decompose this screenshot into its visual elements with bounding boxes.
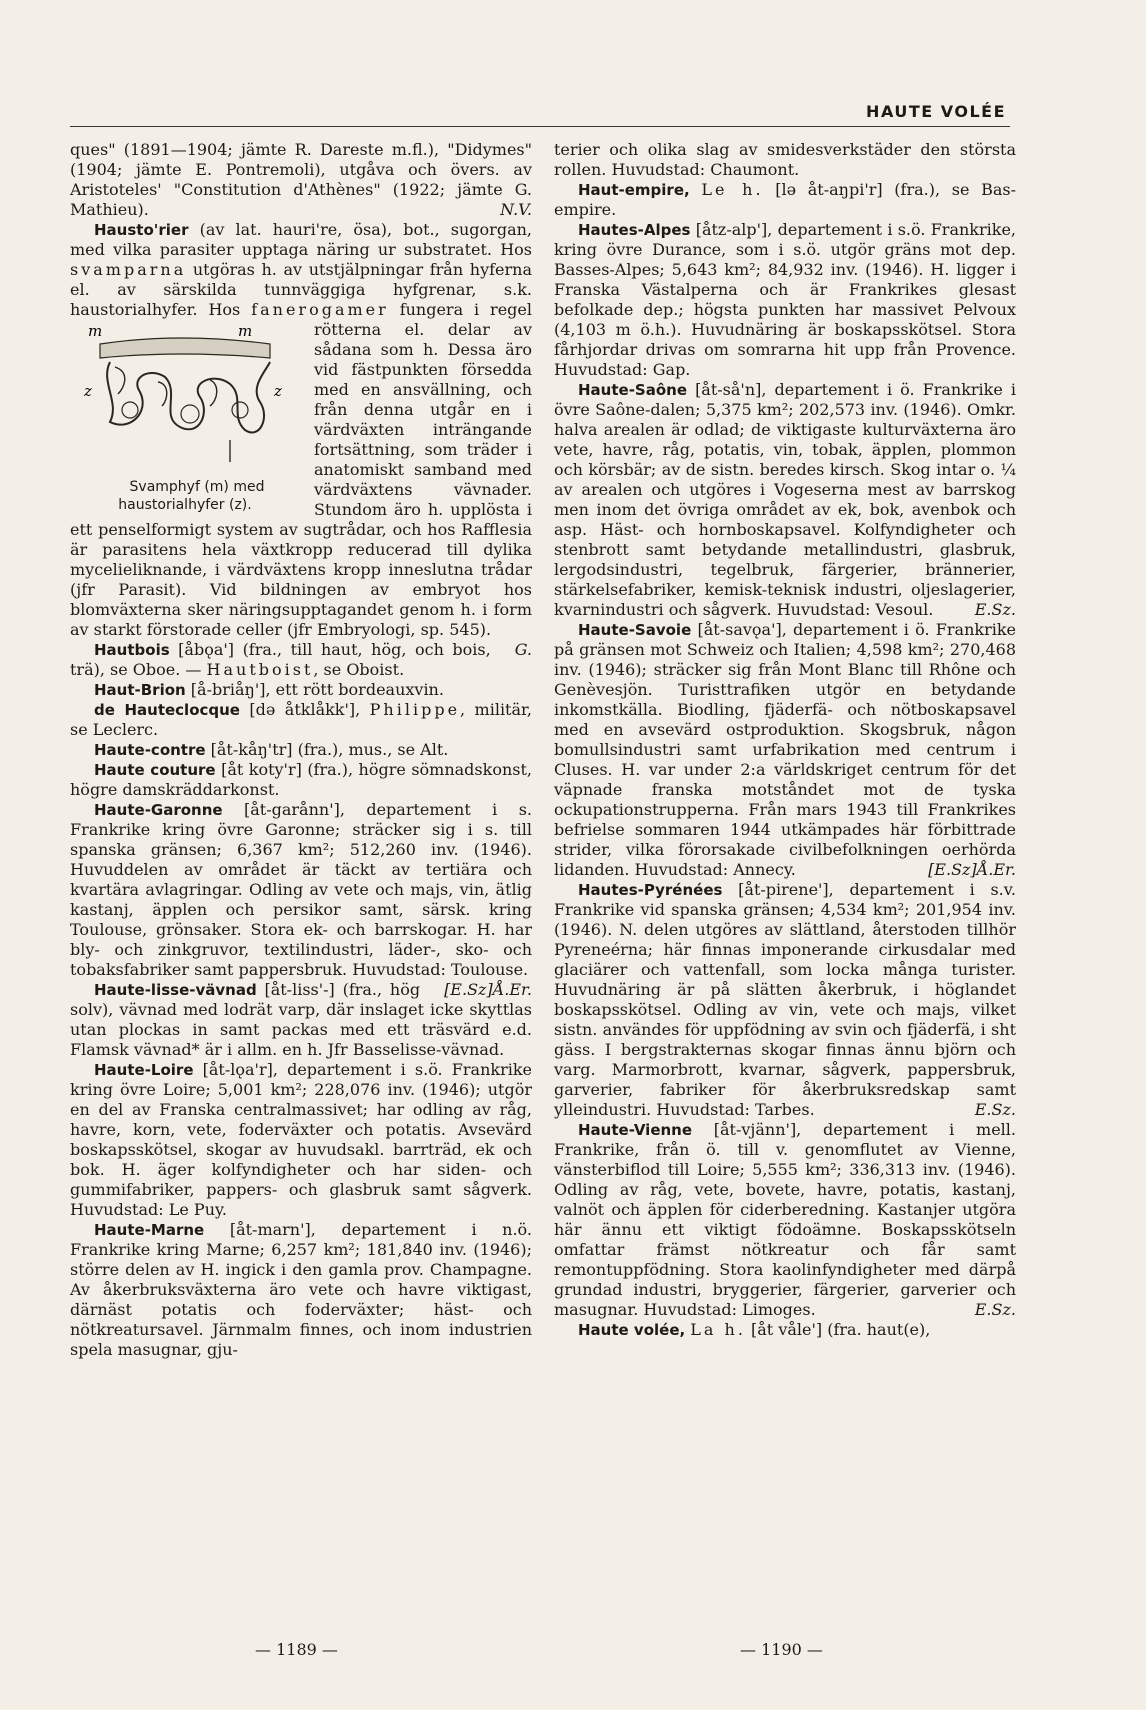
svg-text:z: z (84, 382, 92, 400)
headword: de Hauteclocque (94, 701, 240, 719)
author-initials: [E.Sz]Å.Er. (444, 980, 532, 999)
entry-continuation: terier och olika slag av smidesverkstäder den största rollen. Huvudstad: Chaumont. (554, 140, 1016, 179)
header-rule (70, 126, 1010, 127)
svg-text:z: z (274, 382, 282, 400)
headword: Haute-Saône (578, 381, 688, 399)
headword: Haute-Loire (94, 1061, 194, 1079)
headword: Hautbois (94, 641, 170, 659)
author-initials: [E.Sz]Å.Er. (928, 860, 1016, 879)
figure-caption: Svamphyf (m) med haustorialhyfer (z). (118, 479, 265, 513)
author-initials: N.V. (500, 200, 532, 219)
entry-hautes-pyrenees: Hautes-Pyrénées [åt-pirene'], departement i s.v. Frankrike vid spanska gränsen; 4,534 km²; 201,954 inv. (1946). N. delen utgöres av slättland, återstoden tillhör Pyreneérna; här finnas imponerande cirkusdalar med glaciärer och vattenfall, som locka många turister. Huvudnäring är på slätten åkerbruk, i höglandet boskapsskötsel. Odling av vin, vete och majs, vilket sistn. användes för uppfödning av svin och fjäderfä, i sht gäss. I bergstrakternas skogar finnas ännu björn och varg. Marmorbrott, kvarnar, sågverk, pappersbruk, garverier, fabriker för åkerbruksredskap samt ylleindustri. Huvudstad: Tarbes. E.Sz. (554, 880, 1016, 1119)
entry-haut-brion: Haut-Brion [å-briåŋ'], ett rött bordeauxvin. (94, 680, 444, 699)
entry-haute-savoie: Haute-Savoie [åt-savǫa'], departement i ö. Frankrike på gränsen mot Schweiz och Italien; 4,598 km²; 270,468 inv. (1946); sträcker sig från Mont Blanc till Rhône och Genèvesjön. Turisttrafiken utgör en betydande inkomstkälla. Biodling, fjäderfä- och nötboskapsavel med en avsevärd ostproduktion. Skogsbruk, någon bomullsindustri samt urfabrikation med centrum i Cluses. H. var under 2:a världskriget centrum för det väpnade franska motståndet mot de tyska ockupationstrupperna. Från mars 1943 till Frankrikes befrielse sommaren 1944 utkämpades här förbittrade strider, vilka förorsakade civilbefolkningen oerhörda lidanden. Huvudstad: Annecy. [E.Sz]Å.Er. (554, 620, 1016, 879)
haustoria-figure (70, 322, 300, 514)
headword: Haute-Marne (94, 1221, 205, 1239)
headword: Haute-contre (94, 741, 206, 759)
entry-hauteclocque: de Hauteclocque [də åtklåkk'], Philippe, militär, se Leclerc. (70, 700, 533, 739)
entry-haut-empire: Haut-empire, Le h. [lə åt-aŋpi'r] (fra.), se Bas-empire. (554, 180, 1017, 219)
entry-haute-vienne: Haute-Vienne [åt-vjänn'], departement i mell. Frankrike, från ö. till v. genomflutet av Vienne, vänsterbiflod till Loire; 5,555 km²; 336,313 inv. (1946). Odling av råg, vete, bovete, havre, potatis, kastanj, valnöt och äpplen för ciderberedning. Kastanjer utgöra här ännu ett viktigt födoämne. Boskapsskötseln omfattar främst nötkreatur och får samt remontuppfödning. Stora kaolinfyndigheter med därpå grundad industri, bryggerier, färgerier, garverier och masugnar. Huvudstad: Limoges. E.Sz. (554, 1120, 1016, 1319)
headword: Haute-Garonne (94, 801, 223, 819)
headword: Haute couture (94, 761, 216, 779)
author-initials: E.Sz. (974, 600, 1016, 619)
headword: Haute volée, (578, 1321, 686, 1339)
headword: Hausto'rier (94, 221, 189, 239)
page-number-left: — 1189 — (255, 1640, 338, 1659)
hyphae-illustration (70, 322, 290, 472)
entry-hautes-alpes: Hautes-Alpes [åtz-alp'], departement i s.ö. Frankrike, kring övre Durance, som i s.ö. utgör gräns mot dep. Basses-Alpes; 5,643 km²; 84,932 inv. (1946). H. ligger i Franska Västalperna och är Frankrikes glesast befolkade dep.; högsta punkten har massivet Pelvoux (4,103 m ö.h.). Huvudnäring är boskapsskötsel. Stora fårhjordar drivas om somrarna hit upp från Provence. Huvudstad: Gap. (554, 220, 1016, 379)
headword: Hautes-Alpes (578, 221, 691, 239)
right-column (554, 140, 1016, 1340)
headword: Hautes-Pyrénées (578, 881, 723, 899)
left-column (70, 140, 532, 1360)
entry-haute-volee: Haute volée, La h. [åt våle'] (fra. haut(e), (578, 1320, 931, 1339)
headword: Haute-Vienne (578, 1121, 693, 1139)
running-head: HAUTE VOLÉE (866, 102, 1006, 121)
headword: Haute-lisse-vävnad (94, 981, 257, 999)
entry-hautbois: Hautbois [åbǫa'] (fra., till haut, hög, och bois, trä), se Oboe. — Hautboist, se Oboist. (70, 640, 491, 679)
entry-haustorier: Hausto'rier (av lat. hauri're, ösa), bot., sugorgan, med vilka parasiter upptaga näring ur substratet. Hos svamparna utgöras h. av utstjälpningar från hyferna el. av särskilda tunnväggiga hyfgrenar, s.k. haustorialhyfer. Hos fanerogamer m m z z Svamphyf (m) med haustorialhyfer (z). fungera i regel rötterna el. delar av sådana som h. Dessa äro vid fästpunkten försedda med en ansvällning, och från denna utgår en i värdväxten inträngande fortsättning, som träder i anatomiskt samband med värdväxtens vävnader. Stundom äro h. upplösta i ett penselformigt system av sugtrådar, och hos Rafflesia är parasitens hela växtkropp reducerad till dylika mycelieliknande, i värdväxtens kropp inneslutna trådar (jfr Parasit). Vid bildningen av embryot hos blomväxterna sker näringsupptagandet genom h. i form av starkt förstorade celler (jfr Embryologi, sp. 545). G. (70, 220, 533, 659)
headword: Haut-Brion (94, 681, 186, 699)
entry-haute-couture: Haute couture [åt koty'r] (fra.), högre sömnadskonst, högre damskräddarkonst. (70, 760, 532, 799)
author-initials: E.Sz. (974, 1100, 1016, 1119)
entry-haute-loire: Haute-Loire [åt-lǫa'r], departement i s.ö. Frankrike kring övre Loire; 5,001 km²; 228,076 inv. (1946); utgör en del av Franska centralmassivet; har odling av råg, havre, korn, vete, foderväxter och potatis. Avsevärd boskapsskötsel, skogar av huvudsakl. barrträd, ek och bok. H. äger kolfyndigheter och har siden- och gummifabriker, pappers- och glasbruk samt sågverk. Huvudstad: Le Puy. (70, 1060, 532, 1219)
headword: Haute-Savoie (578, 621, 692, 639)
entry-haute-lisse: Haute-lisse-vävnad [åt-liss'-] (fra., hög solv), vävnad med lodrät varp, där inslaget icke skyttlas utan plockas in samt packas med ett träsvärd e.d. Flamsk vävnad* är i allm. en h. Jfr Basselisse-vävnad. (70, 980, 532, 1059)
entry-continuation: ques" (1891—1904; jämte R. Dareste m.fl.), "Didymes" (1904; jämte E. Pontremoli), utgåva och övers. av Aristoteles' "Constitution d'Athènes" (1922; jämte G. Mathieu). N.V. (70, 140, 532, 219)
headword: Haut-empire, (578, 181, 690, 199)
entry-haute-saone: Haute-Saône [åt-så'n], departement i ö. Frankrike i övre Saône-dalen; 5,375 km²; 202,573 inv. (1946). Omkr. halva arealen är odlad; de viktigaste kulturväxterna äro vete, havre, råg, potatis, vin, tobak, äpplen, plommon och körsbär; av de sistn. beredes kirsch. Skog intar o. ¼ av arealen och utgöres i Vogeserna mest av barrskog men inom det övriga området av ek, bok, avenbok och asp. Häst- och hornboskapsavel. Kolfyndigheter och stenbrott samt betydande metallindustri, glasbruk, lergodsindustri, tegelbruk, färgerier, brännerier, stärkelsefabriker, kemisk-teknisk industri, oljeslagerier, kvarnindustri och sågverk. Huvudstad: Vesoul. E.Sz. (554, 380, 1016, 619)
author-initials: E.Sz. (974, 1300, 1016, 1319)
svg-text:m: m (238, 322, 253, 340)
page-number-right: — 1190 — (740, 1640, 823, 1659)
svg-text:m: m (88, 322, 103, 340)
entry-haute-contre: Haute-contre [åt-kåŋ'tr] (fra.), mus., se Alt. (94, 740, 449, 759)
author-initials: G. (514, 640, 532, 659)
entry-haute-garonne: Haute-Garonne [åt-garånn'], departement i s. Frankrike kring övre Garonne; sträcker sig i s. till spanska gränsen; 6,367 km²; 512,260 inv. (1946). Huvuddelen av området är täckt av tertiära och kvartära avlagringar. Odling av vete och majs, vin, ätlig kastanj, äpplen och persikor samt, särsk. kring Toulouse, grönsaker. Stora ek- och barrskogar. H. har bly- och zinkgruvor, textilindustri, läder-, sko- och tobaksfabriker samt pappersbruk. Huvudstad: Toulouse. [E.Sz]Å.Er. (70, 800, 532, 999)
entry-haute-marne: Haute-Marne [åt-marn'], departement i n.ö. Frankrike kring Marne; 6,257 km²; 181,840 inv. (1946); större delen av H. ingick i den gamla prov. Champagne. Av åkerbruksväxterna äro vete och havre viktigast, därnäst potatis och foderväxter; häst- och nötkreatursavel. Järnmalm finnes, och inom industrien spela masugnar, gju- (70, 1220, 532, 1359)
